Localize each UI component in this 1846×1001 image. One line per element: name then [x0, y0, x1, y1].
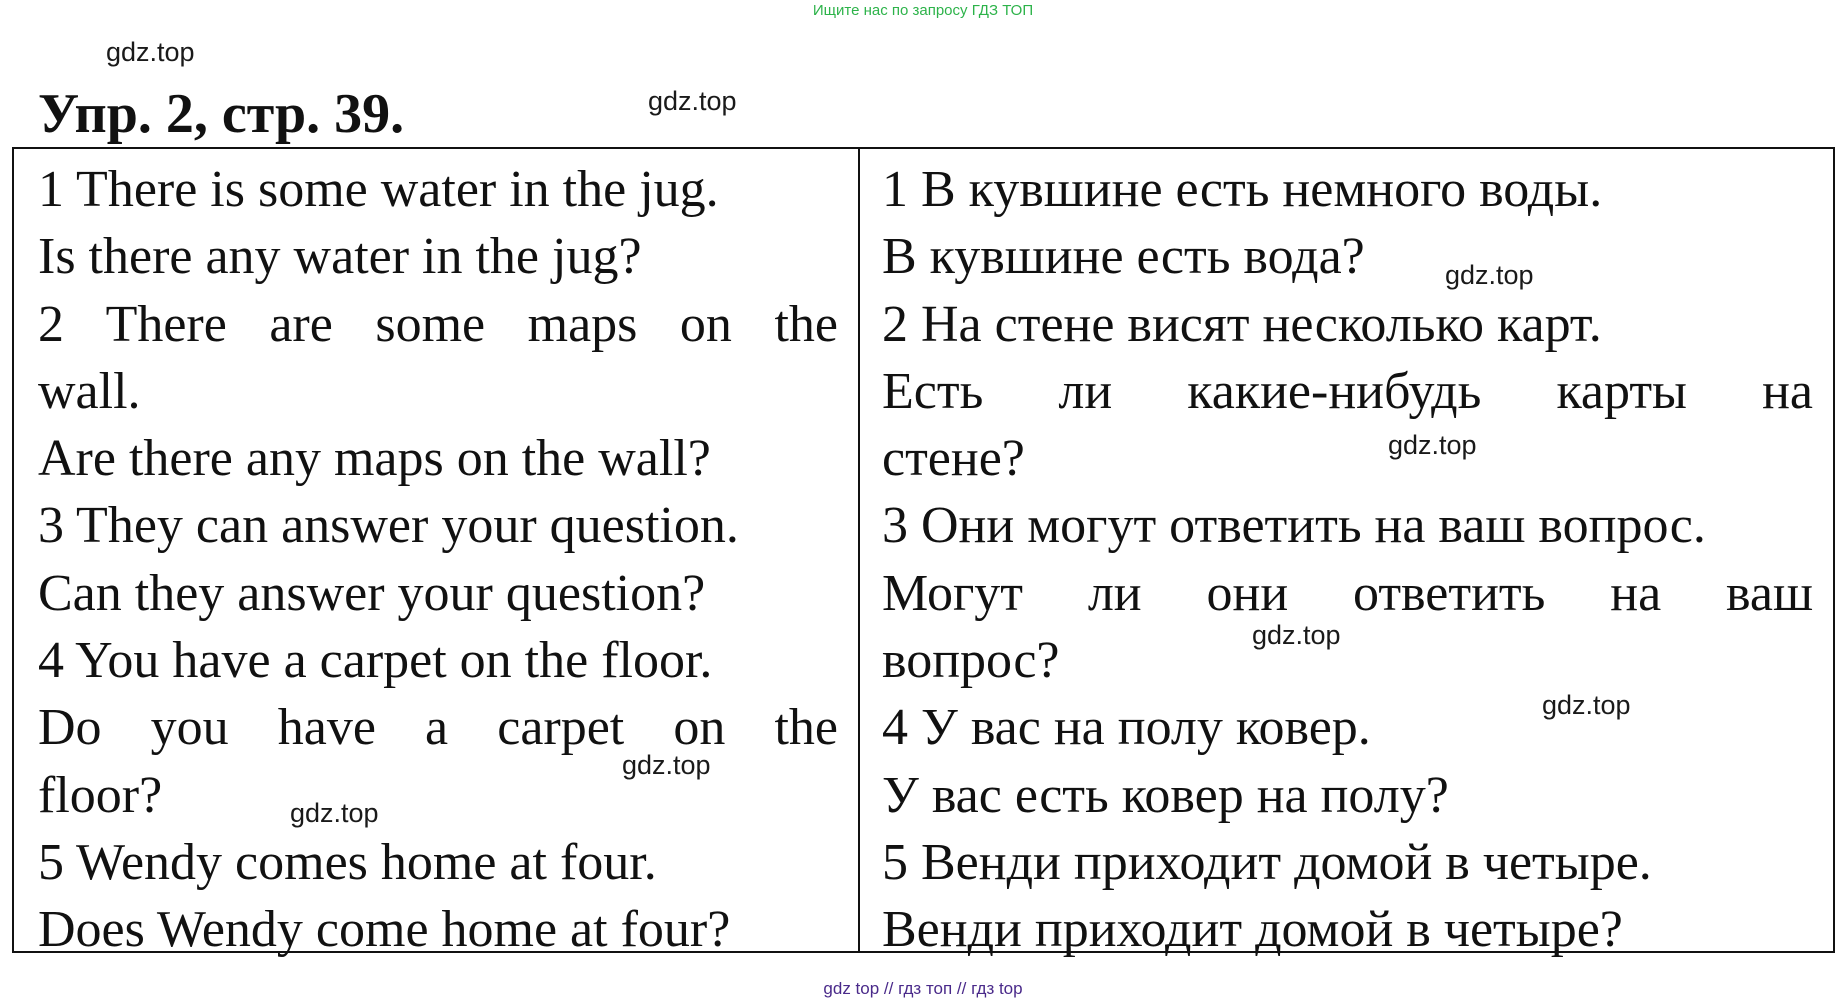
watermark: gdz.top — [106, 37, 195, 67]
watermark: gdz.top — [622, 750, 711, 780]
watermark: gdz.top — [290, 798, 379, 828]
russian-line: 1 В кувшине есть немного воды. — [882, 161, 1603, 218]
russian-line: Есть ли какие-нибудь карты на — [882, 362, 1813, 420]
english-line: Do you have a carpet on the — [38, 699, 838, 757]
watermark: gdz.top — [1252, 620, 1341, 650]
russian-line: Венди приходит домой в четыре? — [882, 901, 1623, 959]
watermark: gdz.top — [1542, 690, 1631, 720]
russian-line: 3 Они могут ответить на ваш вопрос. — [882, 497, 1706, 555]
exercise-table — [12, 147, 1835, 959]
watermark: gdz.top — [1388, 430, 1477, 460]
russian-column — [860, 149, 1833, 959]
english-line: 2 There are some maps on the — [38, 295, 838, 353]
footer-note: gdz top // гдз топ // гдз top — [823, 979, 1023, 998]
russian-line: 5 Венди приходит домой в четыре. — [882, 833, 1652, 891]
russian-line: 4 У вас на полу ковер. — [882, 699, 1371, 757]
russian-line: В кувшине есть вода? — [882, 228, 1365, 286]
russian-line: У вас есть ковер на полу? — [882, 766, 1449, 824]
english-line: 3 They can answer your question. — [38, 497, 739, 555]
exercise-title: Упр. 2, стр. 39. — [38, 83, 405, 145]
english-line: Are there any maps on the wall? — [38, 430, 711, 488]
english-line: 4 You have a carpet on the floor. — [38, 632, 713, 690]
english-column — [14, 149, 860, 959]
english-line: Does Wendy come home at four? — [38, 901, 731, 959]
watermark: gdz.top — [1445, 260, 1534, 290]
russian-line: стене? — [882, 430, 1025, 488]
russian-line: Могут ли они ответить на ваш — [882, 564, 1813, 622]
english-line: floor? — [38, 766, 163, 824]
english-line: 1 There is some water in the jug. — [38, 161, 719, 218]
english-line: wall. — [38, 362, 141, 420]
top-search-note: Ищите нас по запросу ГДЗ ТОП — [812, 2, 1034, 19]
russian-line: 2 На стене висят несколько карт. — [882, 295, 1602, 353]
watermark: gdz.top — [648, 86, 737, 116]
english-line: Is there any water in the jug? — [38, 228, 642, 286]
english-line: 5 Wendy comes home at four. — [38, 833, 657, 891]
english-line: Can they answer your question? — [38, 564, 706, 622]
russian-line: вопрос? — [882, 632, 1060, 690]
